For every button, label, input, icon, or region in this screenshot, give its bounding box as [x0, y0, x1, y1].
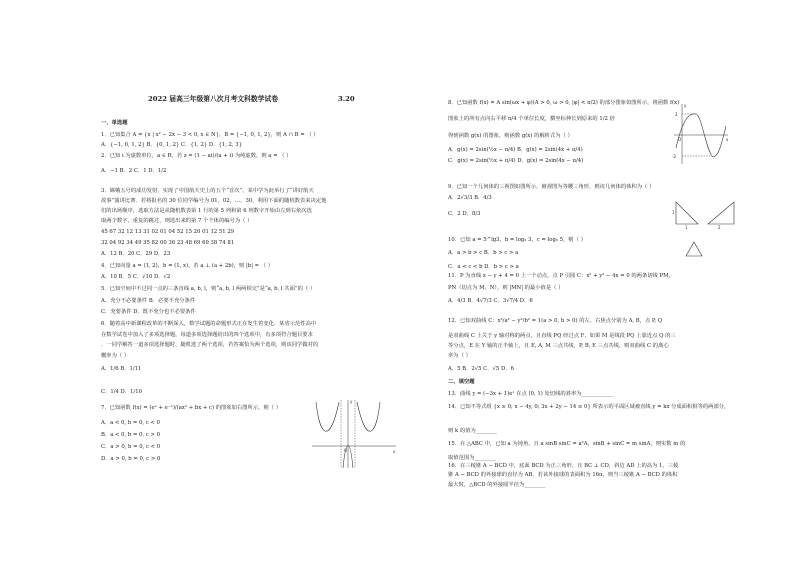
- left-text-line: ．一同学解答一道多项选择题时，随机选了两个选项，若答案恰为两个选项，则该同学做对的: [101, 342, 319, 348]
- left-text-line: 4．已知向量 a = (1, 2)，b = (1, x)，若 a ⊥ (a + 2b)，则 |b| = （ ）: [101, 263, 274, 269]
- q9-label-a: 1: [672, 210, 675, 215]
- right-text-line: A．2√3/3 B．4/3: [448, 195, 492, 201]
- q9-top-view: [686, 242, 702, 256]
- right-text-line: 图象上的所有点向右平移 π/4 个单位长度，横坐标伸长到原来的 1/2 倍: [448, 116, 615, 122]
- section-fill-blank: 二、填空题: [448, 379, 475, 385]
- left-text-line: 6．随着高中新课程改革的不断深入，数学试题的命题形式正在发生着变化．某省示范性高中: [101, 321, 317, 327]
- right-text-line: A．4/3 B．4√7/3 C．3√7/4 D．6: [448, 298, 533, 304]
- right-text-line: A．g(x) = 2sin(½x − π/4) B．g(x) = 2sin(4x + π/4): [448, 147, 583, 153]
- right-text-line: 14．已知不等式组 {x ≥ 0; x − 4y, 0; 3x + 2y − 14 ≤ 0} 所表示的平面区域被直线 y = kx 分成面积相等的两部分，: [448, 404, 730, 410]
- left-text-line: D．a > 0, b = 0, c > 0: [101, 456, 161, 462]
- q7-function-graph: [308, 398, 398, 470]
- left-text-line: 取两个数字，重复的跳过，则选出来的第 7 个个体的编号为（ ）: [101, 218, 253, 224]
- left-text-line: B．a < 0, b = 0, c > 0: [101, 432, 160, 438]
- right-text-line: 锥 A − BCD 的外接球的直径为 AB，若该外接球的表面积为 16π，则当三棱锥 A − BCD 的体积: [448, 472, 678, 478]
- q8-peak: 2: [675, 112, 678, 117]
- left-text-line: A．−1 B．2 C．1 D．1/2: [101, 168, 167, 174]
- left-text-line: 在数学试卷中加入了多项选择题，每道多项选择题给出的四个选项中，有多项符合题目要求: [101, 332, 313, 338]
- left-text-line: A．充分不必要条件 B．必要不充分条件: [101, 298, 196, 304]
- q8-y-label: y: [684, 103, 687, 108]
- right-text-line: 最大时，△BCD 的外接圆半径为________: [448, 482, 546, 488]
- q8-sine-graph: [672, 102, 730, 166]
- left-text-line: C．1/4 D．1/10: [101, 389, 142, 395]
- left-text-line: 1．已知集合 A = {x | x² − 2x − 3 < 0, x ∈ N}，B = {−1, 0, 1, 2}，则 A ∩ B = （ ）: [101, 132, 319, 138]
- left-text-line: A．12 B．20 C．29 D．23: [101, 251, 171, 257]
- left-text-line: A．10 B．5 C．√10 D．√2: [101, 274, 171, 280]
- q9-three-views: [672, 198, 742, 260]
- left-text-line: A．{−1, 0, 1, 2} B．{0, 1, 2} C．{1, 2} D．{1, 2, 3}: [101, 142, 243, 148]
- right-text-line: 等分点，E 在 Y 轴的正半轴上，且 E, A, M 三点共线，P, B, E 三点共线，则双曲线 C 的离心: [448, 343, 669, 349]
- right-text-line: 15．在 △ABC 中，已知 a 为钝角，且 a sinB sinC = a²A，sinB + sinC = m sinA，则实数 m 的: [448, 441, 686, 447]
- left-text-line: 7．已知函数 f(x) = (eˣ + e⁻ˣ)/(ax² + bx + c) 的图象如右图所示，则（ ）: [101, 405, 281, 411]
- q9-side-view: [708, 202, 734, 224]
- right-text-line: 13．曲线 y = (−3x + 1)eˣ 在点 (0, 1) 处切线的斜率为____________: [448, 391, 614, 397]
- right-text-line: 得到函数 g(x) 的图象，则函数 g(x) 的解析式为（ ）: [448, 133, 573, 139]
- right-text-line: C．g(x) = 2sin(½x + π/4) D．g(x) = 2sin(4x − π/4): [448, 158, 584, 164]
- right-text-line: 则 k 的值为________: [448, 428, 497, 434]
- right-text-line: 8．已知函数 f(x) = A sin(ωx + φ)(A > 0, ω > 0, |φ| < π/2) 的部分图象如图所示，将函数 f(x): [448, 100, 680, 106]
- right-text-line: 取值范围为________: [448, 455, 496, 461]
- right-text-line: 率为（ ）: [448, 353, 471, 359]
- q9-label-c: 2: [718, 225, 721, 230]
- q9-label-b: 1: [685, 225, 688, 230]
- q7-y-label: y: [350, 399, 353, 404]
- left-text-line: C．充要条件 D．既不充分也不必要条件: [101, 309, 196, 315]
- left-text-line: 故事”演讲比赛．若将报名的 30 位同学编号为 01，02，…，30，利用下面的随机数表来决定他: [101, 198, 327, 204]
- left-text-line: 45 67 32 12 13 31 02 01 04 52 15 20 01 12 51 29: [101, 229, 235, 235]
- left-text-line: A．1/6 B．1/11: [101, 366, 142, 372]
- q8-origin: O: [678, 137, 682, 142]
- q8-trough: -2: [672, 154, 676, 159]
- exam-title: 2022 届高三年级第八次月考文科数学试卷: [148, 95, 279, 103]
- left-text-line: 概率为（ ）: [101, 353, 130, 359]
- left-text-line: A．a < 0, b = 0, c < 0: [101, 420, 160, 426]
- right-text-line: PN（切点为 M，N），则 |MN| 的最小值是（ ）: [448, 285, 564, 291]
- q8-x-label: x: [726, 137, 729, 142]
- right-text-line: 9．已知一个几何体的三视图如图所示，俯视图为等腰三角形，则该几何体的体积为（ ）: [448, 184, 655, 190]
- q9-front-view: [676, 202, 698, 224]
- left-text-line: 32 04 92 34 49 35 82 00 36 23 48 69 69 38 74 81: [101, 240, 235, 246]
- left-text-line: 2．已知 i 为虚数单位，a ∈ R，若 z = (1 − ai)/(a + i) 为纯虚数，则 a = （ ）: [101, 153, 292, 159]
- right-text-line: C．a < c < b D．b > c > a: [448, 264, 519, 270]
- right-text-line: 是双曲线 C 上关于 y 轴对称的两点，且直线 PQ 经过点 F，如果 M 是线段 PQ 上靠近点 Q 的三: [448, 333, 676, 339]
- right-text-line: A．5 B．2√5 C．√5 D．6: [448, 366, 514, 372]
- section-single-choice: 一、单选题: [101, 120, 128, 126]
- q7-origin: O: [344, 448, 348, 453]
- right-text-line: 11．P 为直线 x − y + 4 = 0 上一个动点，点 P 引圆 C：x² + y² − 4x = 0 的两条切线 PM，: [448, 273, 674, 279]
- q7-right-branch: [357, 402, 380, 431]
- q7-left-branch: [316, 402, 339, 431]
- left-text-line: 5．已知空间中不过同一点的三条直线 a, b, l，则“a, b, l 两两相交”是“a, b, l 共面”的（ ）: [101, 286, 316, 292]
- left-text-line: 3．嫦娥五号的成功发射，实现了中国航天史上的五个“首次”，某中学为此举行了“讲好航天: [101, 188, 314, 194]
- right-text-line: 16．在三棱锥 A − BCD 中，底面 BCD 为正三角形，且 BC ⊥ CD，斜边 AD 上的高为 1，三棱: [448, 463, 679, 469]
- left-text-line: 们的出场顺序，选取方法是从随机数表第 1 行的第 5 列和第 6 列数字开始由左到右依次选: [101, 208, 312, 214]
- right-text-line: C．2 D．8/3: [448, 211, 481, 217]
- exam-date-tag: 3.20: [338, 95, 355, 103]
- right-text-line: A．a > b > c B．b > c > a: [448, 250, 519, 256]
- right-text-line: 10．已知 a = 5^lg3，b = log₂ 3，c = log₅ 5，则（ ）: [448, 237, 586, 243]
- right-text-line: 12．已知双曲线 C：x²/a² − y²/b² = 1(a > 0, b > 0) 的左、右焦点分别为 A, B，点 P, Q: [448, 318, 663, 324]
- q7-x-label: x: [393, 449, 396, 454]
- left-text-line: C．a > 0, b = 0, c < 0: [101, 444, 161, 450]
